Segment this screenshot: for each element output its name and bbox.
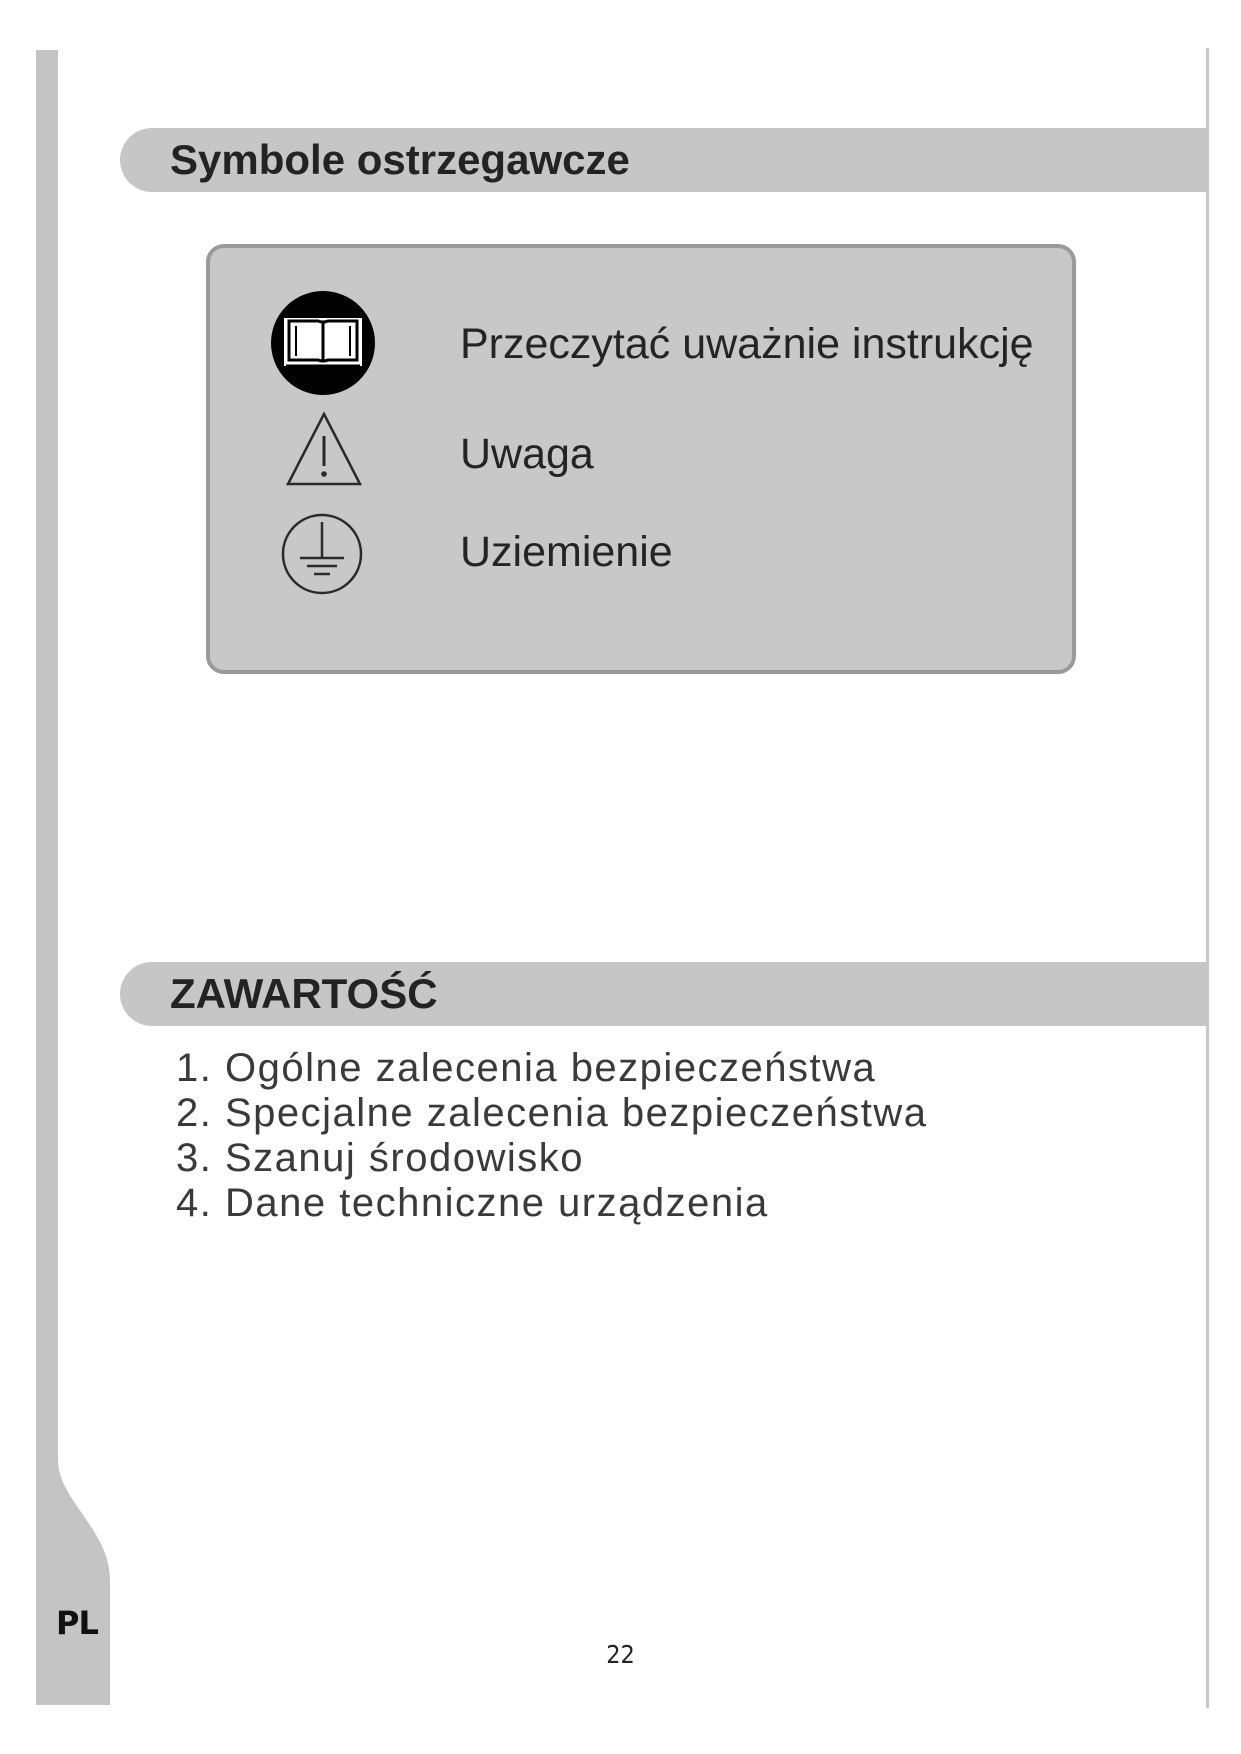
warning-symbols-box xyxy=(206,244,1076,674)
warning-triangle-icon xyxy=(284,410,364,495)
contents-item: 3. Szanuj środowisko xyxy=(176,1136,584,1180)
symbol-row-ground xyxy=(210,518,1072,628)
language-tab-label: PL xyxy=(56,1604,98,1642)
contents-item: 4. Dane techniczne urządzenia xyxy=(176,1181,769,1225)
symbol-label-ground: Uziemienie xyxy=(460,528,673,576)
symbol-label-read-instructions: Przeczytać uważnie instrukcję xyxy=(460,320,1034,368)
symbols-section-banner xyxy=(120,128,1208,192)
right-edge-rule xyxy=(1206,48,1209,1708)
page-number: 22 xyxy=(606,1640,635,1669)
book-icon xyxy=(270,290,376,401)
ground-icon xyxy=(280,512,364,601)
left-side-bar xyxy=(0,0,138,1754)
symbols-section-title: Symbole ostrzegawcze xyxy=(170,136,630,183)
contents-section-title: ZAWARTOŚĆ xyxy=(170,970,438,1017)
contents-item: 1. Ogólne zalecenia bezpieczeństwa xyxy=(176,1046,877,1090)
contents-item: 2. Specjalne zalecenia bezpieczeństwa xyxy=(176,1091,928,1135)
contents-section-banner xyxy=(120,962,1208,1026)
symbol-row-read-instructions xyxy=(210,290,1072,400)
symbol-row-warning xyxy=(210,416,1072,526)
symbol-label-warning: Uwaga xyxy=(460,430,594,478)
contents-list xyxy=(176,1046,928,1226)
